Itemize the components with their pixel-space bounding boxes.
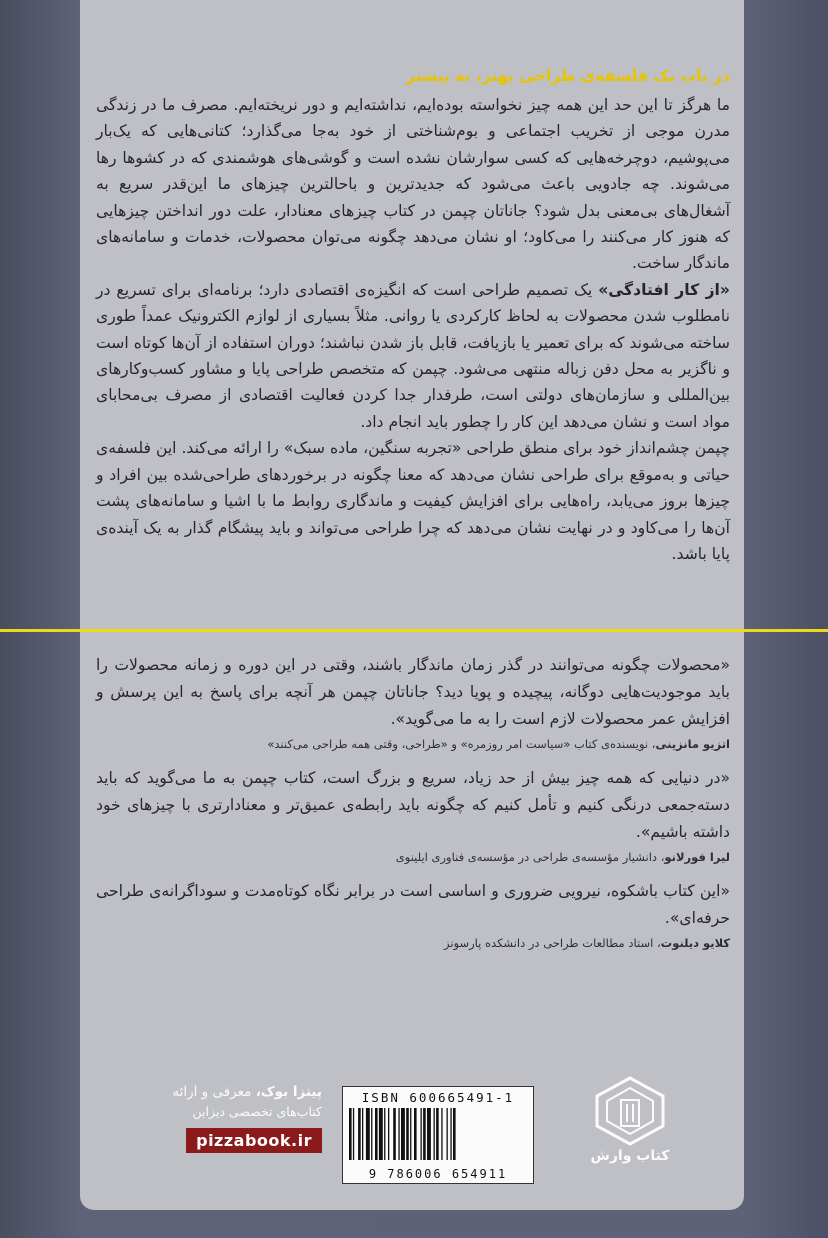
publisher-logo-icon bbox=[585, 1076, 675, 1146]
barcode-bar bbox=[423, 1108, 426, 1160]
barcode-bar bbox=[366, 1108, 370, 1160]
endorsement-attribution bbox=[96, 934, 730, 952]
barcode-digits: 9 786006 654911 bbox=[368, 1167, 508, 1181]
endorsement-role: ، دانشیار مؤسسه‌ی طراحی در مؤسسه‌ی فناوری ایلینوی bbox=[395, 850, 665, 864]
pizzabook-tagline: معرفی و ارائه bbox=[172, 1084, 256, 1100]
barcode-bar bbox=[375, 1108, 378, 1160]
barcode-bar bbox=[401, 1108, 405, 1160]
blurb-body bbox=[96, 92, 730, 567]
pizzabook-brand: پیتزا بوک، bbox=[255, 1084, 322, 1100]
endorsement-attribution bbox=[96, 735, 730, 753]
isbn-number: ISBN 600665491-1 bbox=[361, 1090, 515, 1105]
isbn-barcode bbox=[342, 1086, 534, 1184]
endorsement-1 bbox=[96, 652, 730, 753]
barcode-bar bbox=[406, 1108, 409, 1160]
yellow-divider-line bbox=[0, 629, 828, 632]
barcode-bar bbox=[398, 1108, 399, 1160]
endorsement-author: لیرا فورلانو bbox=[664, 850, 730, 864]
barcode-bar bbox=[450, 1108, 451, 1160]
barcode-bar bbox=[434, 1108, 435, 1160]
barcode-bar bbox=[410, 1108, 411, 1160]
endorsement-text: «در دنیایی که همه چیز بیش از حد زیاد، سریع و بزرگ است، کتاب چپمن به ما می‌گوید که باید دسته‌جمعی درنگی کنیم و تأمل کنیم که چگونه باید رابطه‌ی عمیق‌تر و معنادارتری با چیزهای خود داشته باشیم». bbox=[96, 769, 730, 841]
endorsement-attribution bbox=[96, 848, 730, 866]
endorsement-author: اتزیو مانزینی bbox=[655, 737, 730, 751]
blurb-paragraph-2-text: یک تصمیم طراحی است که انگیزه‌ی اقتصادی دارد؛ برنامه‌ای برای تسریع در نامطلوب شدن محصولات به لحاظ کارکردی یا روانی. مثلاً بسیاری از لوازم الکترونیک عمداً طوری ساخته می‌شوند که برای تعمیر یا بازیافت، قابل باز شدن نباشند؛ دوران استفاده از آن‌ها کوتاه است و ناگزیر به محل دفن زباله منتهی می‌شود. چپمن که متخصص طراحی پایا و مشاور کسب‌وکارهای بین‌المللی و سازمان‌های دولتی است، طرفدار جدا کردن فعالیت اقتصادی از مصرف بی‌محابای مواد است و نشان می‌دهد این کار را چطور باید انجام داد. bbox=[96, 280, 730, 431]
endorsement-role: ، استاد مطالعات طراحی در دانشکده پارسونز bbox=[443, 936, 661, 950]
endorsement-2 bbox=[96, 765, 730, 866]
barcode-bar bbox=[384, 1108, 385, 1160]
endorsements bbox=[96, 652, 730, 964]
barcode-bar bbox=[362, 1108, 363, 1160]
blurb-paragraph-3: چپمن چشم‌انداز خود برای منطق طراحی «تجربه سنگین، ماده سبک» را ارائه می‌کند. این فلسفه‌ی حیاتی و به‌موقع برای طراحی نشان می‌دهد که معنا چگونه در برخوردهای طراحی‌شده بین افراد و چیزها بروز می‌یابد، راه‌هایی برای افزایش کیفیت و ماندگاری روابط ما با اشیا و سامانه‌های پشت آن‌ها را می‌کاود و در نهایت نشان می‌دهد که چرا طراحی می‌تواند و باید پیشگام گذار به یک آینده‌ی پایا باشد. bbox=[96, 439, 730, 563]
endorsement-text: «محصولات چگونه می‌توانند در گذر زمان ماندگار باشند، وقتی در این دوره و زمانه محصولات را باید موجودیت‌هایی دوگانه، پیچیده و پویا دید؟ جاناتان چپمن هر آنچه برای پاسخ به این پرسش و افزایش عمر محصولات لازم است را به ما می‌گوید». bbox=[96, 656, 730, 728]
barcode-bar bbox=[414, 1108, 417, 1160]
endorsement-text: «این کتاب باشکوه، نیرویی ضروری و اساسی است در برابر نگاه کوتاه‌مدت و سوداگرانه‌ی طراحی حرفه‌ای». bbox=[96, 882, 730, 927]
barcode-bar bbox=[388, 1108, 389, 1160]
endorsement-role: ، نویسنده‌ی کتاب «سیاست امر روزمره» و «طراحی، وقتی همه طراحی می‌کنند» bbox=[267, 737, 656, 751]
barcode-bars bbox=[349, 1108, 525, 1160]
pizzabook-url[interactable]: pizzabook.ir bbox=[186, 1128, 322, 1153]
publisher-name: کتاب وارش bbox=[590, 1148, 670, 1164]
barcode-bar bbox=[436, 1108, 439, 1160]
barcode-bar bbox=[393, 1108, 396, 1160]
barcode-bar bbox=[441, 1108, 442, 1160]
barcode-bar bbox=[379, 1108, 383, 1160]
barcode-bar bbox=[427, 1108, 431, 1160]
barcode-bar bbox=[353, 1108, 354, 1160]
blurb-paragraph-1: ما هرگز تا این حد این همه چیز نخواسته بوده‌ایم، نداشته‌ایم و دور نریخته‌ایم. مصرف ما در زندگی مدرن موجی از تخریب اجتماعی و بوم‌شناختی از خود به‌جا می‌گذارد؛ کتانی‌هایی که یک‌بار می‌پوشیم، دوچرخه‌هایی که کسی سوارشان نشده است و گوشی‌های هوشمندی که در کشوها رها می‌شوند. چه جادویی باعث می‌شود که جدیدترین و باحالترین چیزهای ما این‌قدر سریع به آشغال‌های بی‌معنی بدل شود؟ جاناتان چپمن در کتاب چیزهای معنادار، علت دور انداختن چیزهایی که هنوز کار می‌کنند را می‌کاود؛ او نشان می‌دهد چگونه می‌توان محصولات، خدمات و سامانه‌های ماندگار ساخت. bbox=[96, 96, 730, 273]
endorsement-author: کلایو دیلنوت bbox=[660, 936, 730, 950]
publisher-logo bbox=[585, 1076, 675, 1176]
barcode-bar bbox=[421, 1108, 422, 1160]
pizzabook-line-1 bbox=[142, 1082, 322, 1102]
barcode-bar bbox=[371, 1108, 372, 1160]
barcode-bar bbox=[453, 1108, 456, 1160]
pizzabook-line-2: کتاب‌های تخصصی دیزاین bbox=[192, 1104, 322, 1119]
obsolescence-term: «از کار افتادگی» bbox=[598, 280, 730, 299]
barcode-bar bbox=[447, 1108, 448, 1160]
barcode-bar bbox=[358, 1108, 361, 1160]
blurb-heading: در باب یک فلسفه‌ی طراحی بهتر، نه بیشتر bbox=[406, 67, 730, 85]
pizzabook-promo bbox=[142, 1082, 322, 1153]
back-cover-footer bbox=[80, 1040, 744, 1210]
blurb-paragraph-2 bbox=[96, 277, 730, 435]
barcode-bar bbox=[349, 1108, 352, 1160]
endorsement-3 bbox=[96, 878, 730, 952]
